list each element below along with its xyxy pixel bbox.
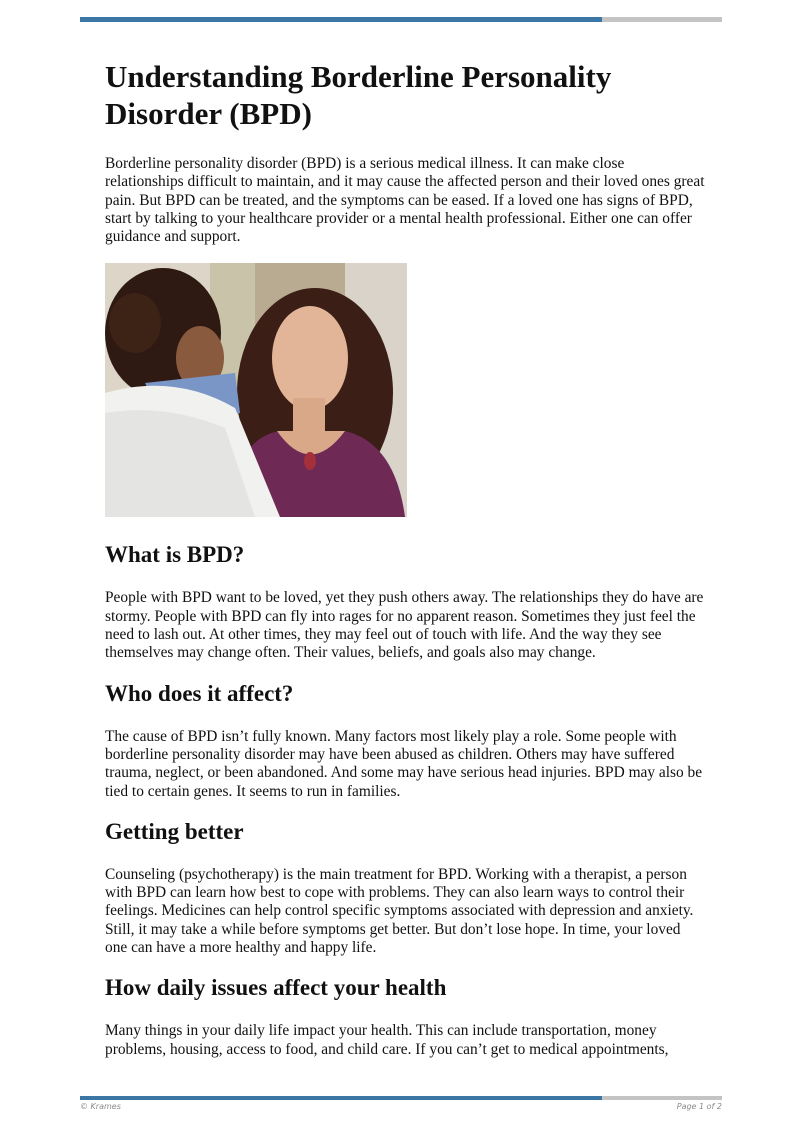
footer-rule-accent <box>80 1096 602 1100</box>
section-heading-getting-better: Getting better <box>105 818 244 844</box>
section-heading-daily-issues: How daily issues affect your health <box>105 975 447 1001</box>
section-body-daily-issues: Many things in your daily life impact your health. This can include transportation, money problems, housing, access to food, and child care. If you can’t get to medical appointments, <box>105 1022 669 1058</box>
header-rule <box>80 17 722 22</box>
header-rule-accent <box>80 17 602 22</box>
section-body-who-does-it-affect: The cause of BPD isn’t fully known. Many factors most likely play a role. Some people with borderline personality disorder may have been abused as children. Others may have suffered trauma, neglect, or been abandoned. And some may have serious head injuries. BPD may also be tied to certain genes. It seems to run in families. <box>105 727 703 800</box>
footer-rule-gray <box>602 1096 722 1100</box>
intro-paragraph: Borderline personality disorder (BPD) is a serious medical illness. It can make close relationships difficult to maintain, and it may cause the affected person and their loved ones great pain. But BPD can be treated, and the symptoms can be eased. If a loved one has signs of BPD, start by talking to your healthcare provider or a mental health professional. Either one can offer guidance and support. <box>105 155 705 246</box>
document-body <box>105 58 705 1076</box>
section-body-what-is-bpd: People with BPD want to be loved, yet they push others away. The relationships they do have are stormy. People with BPD can fly into rages for no apparent reason. Sometimes they just feel the need to lash out. At other times, they may feel out of touch with life. And the way they see themselves may change often. Their values, beliefs, and goals also may change. <box>105 589 704 662</box>
footer-copyright: © Krames <box>80 1102 121 1111</box>
photo-provider-and-patient <box>105 263 407 517</box>
section-heading-who-does-it-affect: Who does it affect? <box>105 680 294 706</box>
photo-illustration <box>105 263 407 517</box>
section-heading-what-is-bpd: What is BPD? <box>105 542 245 568</box>
page-title: Understanding Borderline Personality Disorder (BPD) <box>105 59 612 131</box>
footer-rule <box>80 1096 722 1100</box>
page-footer <box>80 1102 722 1114</box>
section-body-getting-better: Counseling (psychotherapy) is the main treatment for BPD. Working with a therapist, a person with BPD can learn how best to cope with problems. They can also learn ways to control their feelings. Medicines can help control specific symptoms associated with depression and anxiety. Still, it may take a while before symptoms get better. But don’t lose hope. In time, your loved one can have a more healthy and happy life. <box>105 865 694 957</box>
footer-page-number: Page 1 of 2 <box>676 1102 722 1111</box>
header-rule-gray <box>602 17 722 22</box>
